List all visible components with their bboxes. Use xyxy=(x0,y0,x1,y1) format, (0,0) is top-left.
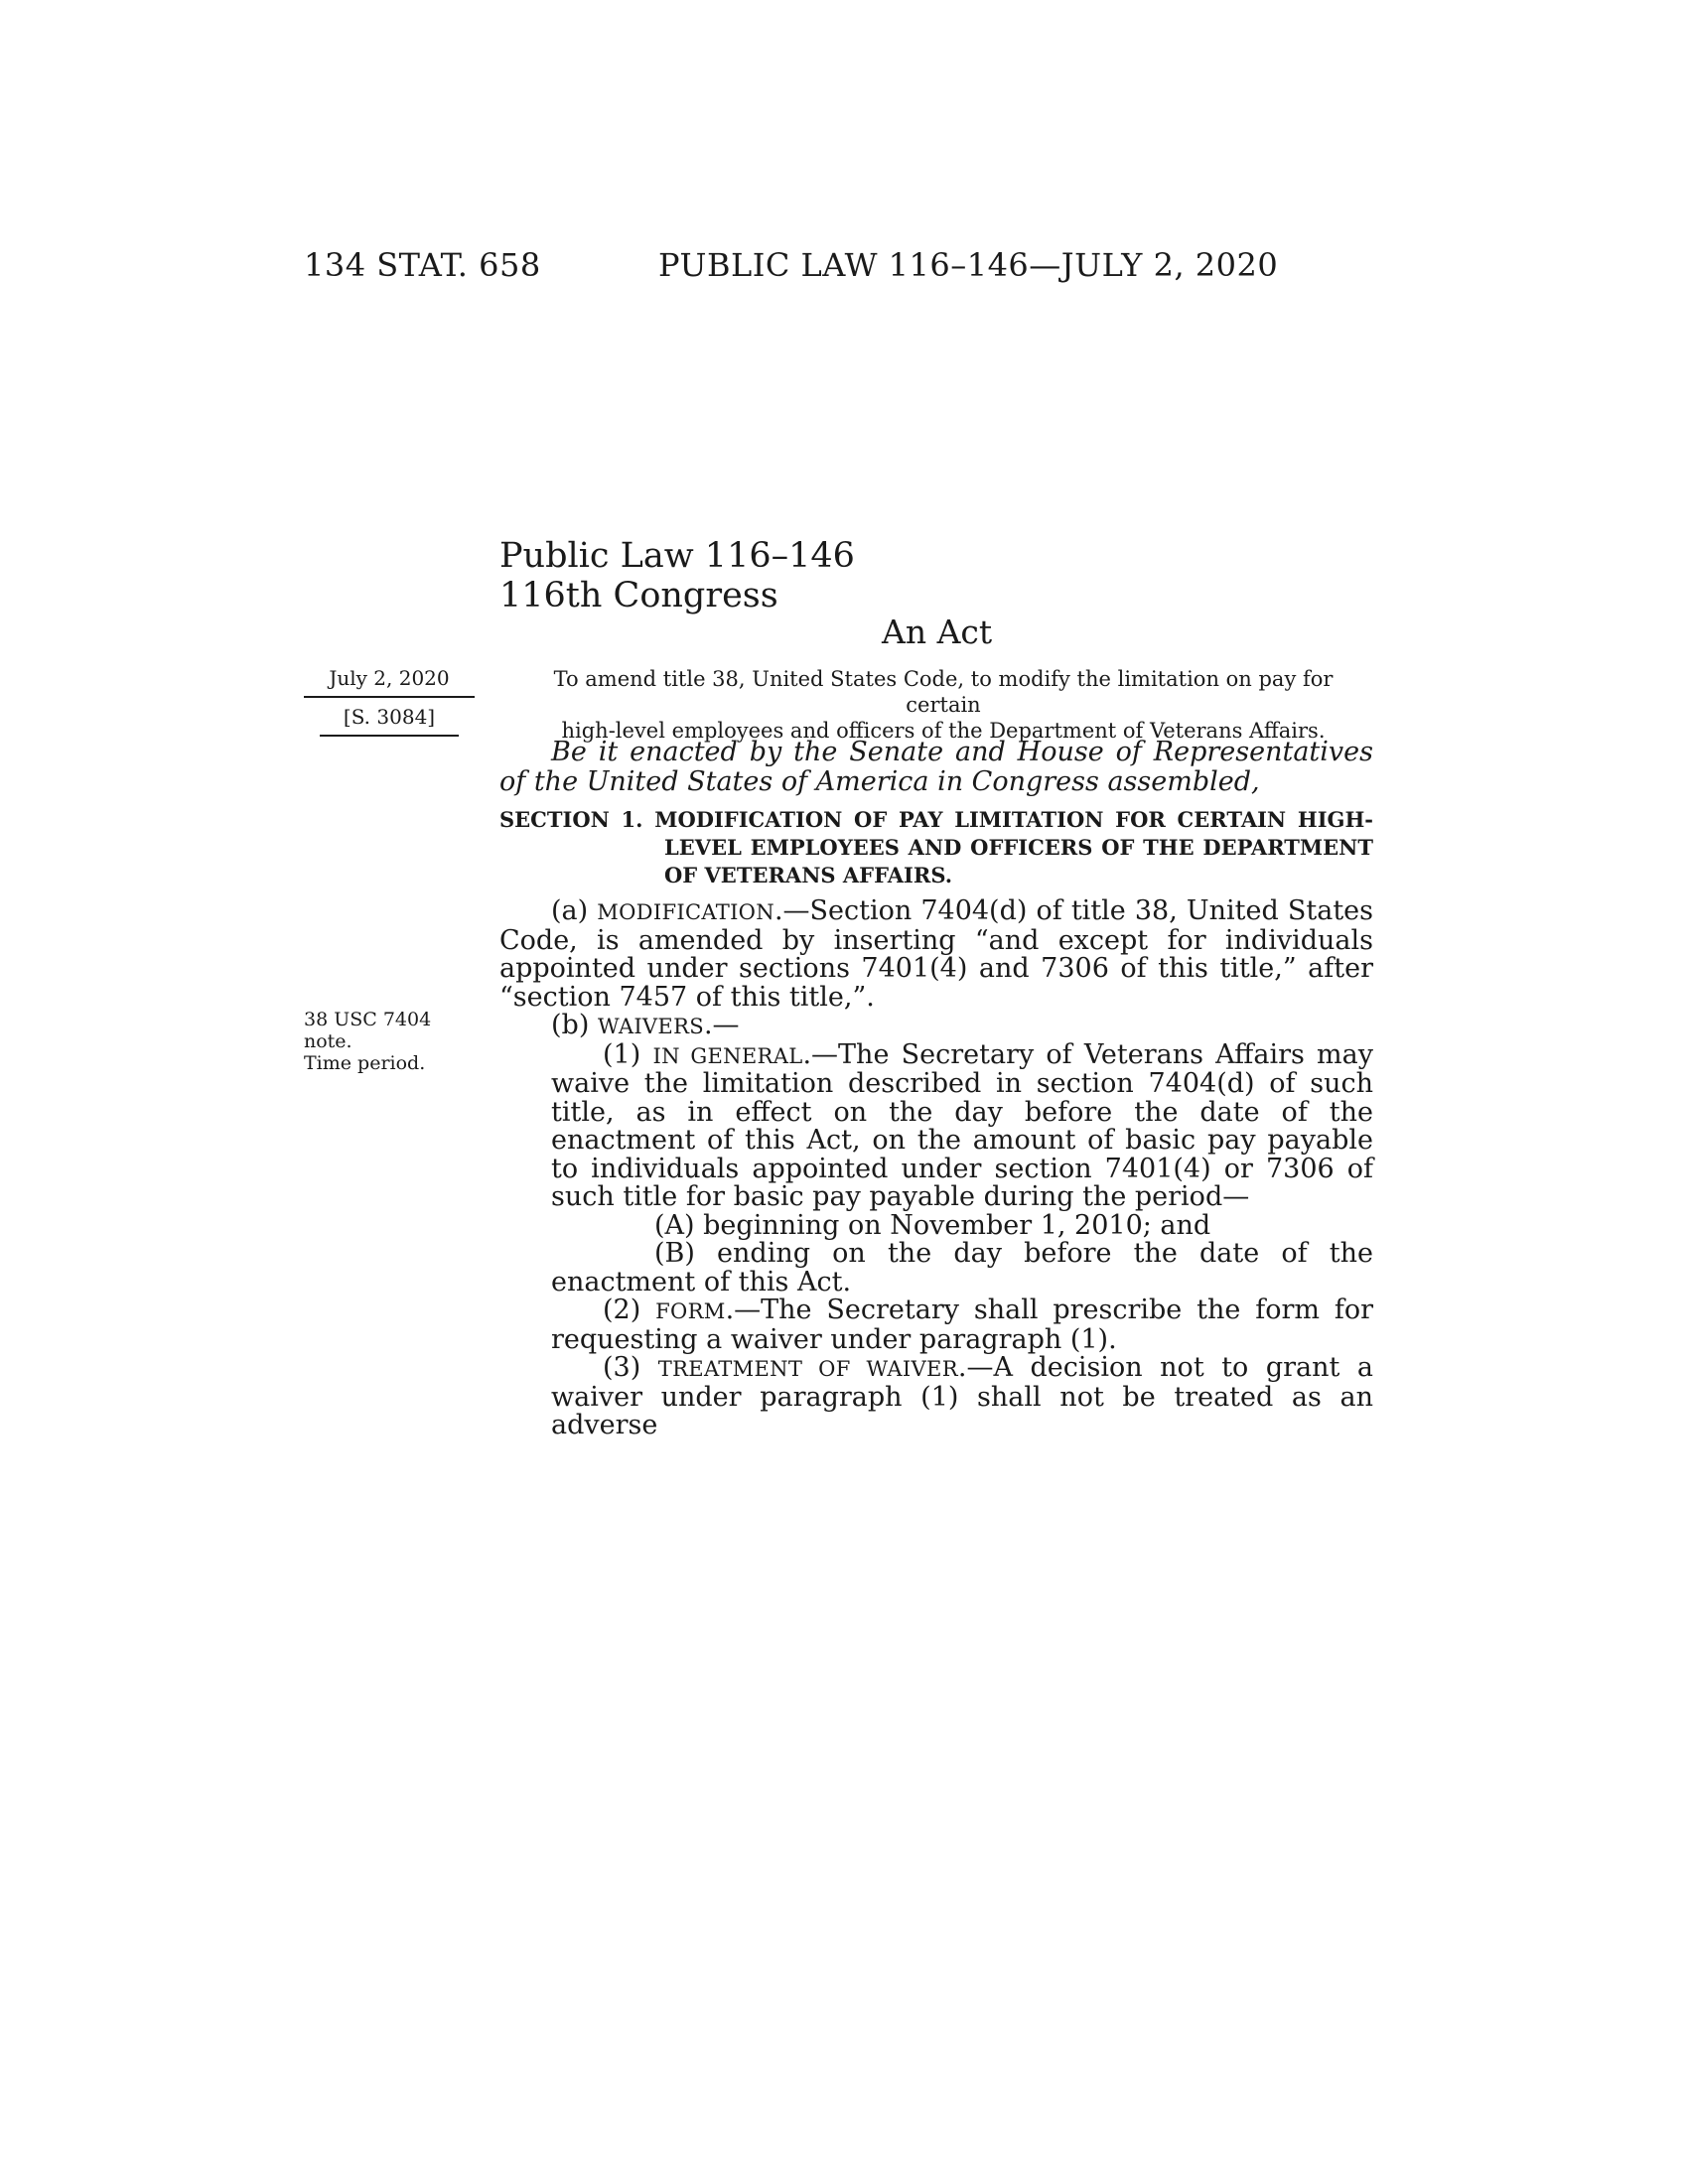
purpose-clause xyxy=(516,666,1370,744)
law-number: Public Law 116–146 xyxy=(499,536,855,576)
subsection-a-heading: MODIFICATION xyxy=(597,899,774,924)
margin-note-time-period: Time period. xyxy=(304,1052,426,1074)
paragraph-b1-heading: IN GENERAL xyxy=(652,1042,803,1068)
bill-number: [S. 3084] xyxy=(320,698,459,737)
section-heading-text: MODIFICATION OF PAY LIMITATION FOR CERTAIN HIGH-LEVEL EMPLOYEES AND OFFICERS OF THE DEPARTMENT OF VETERANS AFFAIRS. xyxy=(654,807,1374,887)
section-heading xyxy=(499,806,1373,889)
margin-date-block xyxy=(304,666,475,737)
clause-b1B: (B) ending on the day before the date of the enactment of this Act. xyxy=(551,1238,1373,1297)
paragraph-b3-heading: TREATMENT OF WAIVER xyxy=(657,1356,958,1381)
subsection-a: (a) MODIFICATION.—Section 7404(d) of title 38, United States Code, is amended by inserting “and except for individuals appointed under sections 7401(4) and 7306 of this title,” after “section 7457 of this title,”. xyxy=(499,895,1374,1013)
margin-note-note: note. xyxy=(304,1030,352,1052)
enactment-date: July 2, 2020 xyxy=(304,666,475,698)
subsection-b: (b) WAIVERS.— xyxy=(551,1010,740,1040)
margin-notes xyxy=(304,1009,431,1074)
law-title-block xyxy=(499,536,855,615)
paragraph-b3: (3) TREATMENT OF WAIVER.—A decision not to grant a waiver under paragraph (1) shall not be treated as an adverse xyxy=(551,1352,1374,1440)
congress-number: 116th Congress xyxy=(499,576,778,615)
clause-b1A: (A) beginning on November 1, 2010; and xyxy=(654,1209,1211,1241)
page-stat: 134 STAT. 658 xyxy=(304,246,541,284)
running-header: PUBLIC LAW 116–146—JULY 2, 2020 xyxy=(658,246,1279,284)
paragraph-b2: (2) FORM.—The Secretary shall prescribe the form for requesting a waiver under paragraph (1). xyxy=(551,1295,1373,1355)
section-label: SECTION 1. xyxy=(499,807,643,832)
paragraph-b1: (1) IN GENERAL.—The Secretary of Veterans Affairs may waive the limitation described in section 7404(d) of such title, as in effect on the day before the date of the enactment of this Act, on the amount of basic pay payable to individuals appointed under section 7401(4) or 7306 of such title for basic pay payable during the period— xyxy=(551,1038,1373,1212)
margin-note-usc: 38 USC 7404 xyxy=(304,1009,432,1030)
act-title: An Act xyxy=(882,613,993,651)
section-body xyxy=(499,897,1373,1440)
enacting-clause: Be it enacted by the Senate and House of Representatives of the United States of America in Congress assembled, xyxy=(499,737,1373,797)
paragraph-b2-heading: FORM xyxy=(655,1298,726,1323)
purpose-line-2: high-level employees and officers of the Department of Veterans Affairs. xyxy=(561,719,1326,743)
purpose-line-1: To amend title 38, United States Code, to modify the limitation on pay for certain xyxy=(553,667,1334,717)
subsection-b-heading: WAIVERS xyxy=(597,1014,704,1038)
